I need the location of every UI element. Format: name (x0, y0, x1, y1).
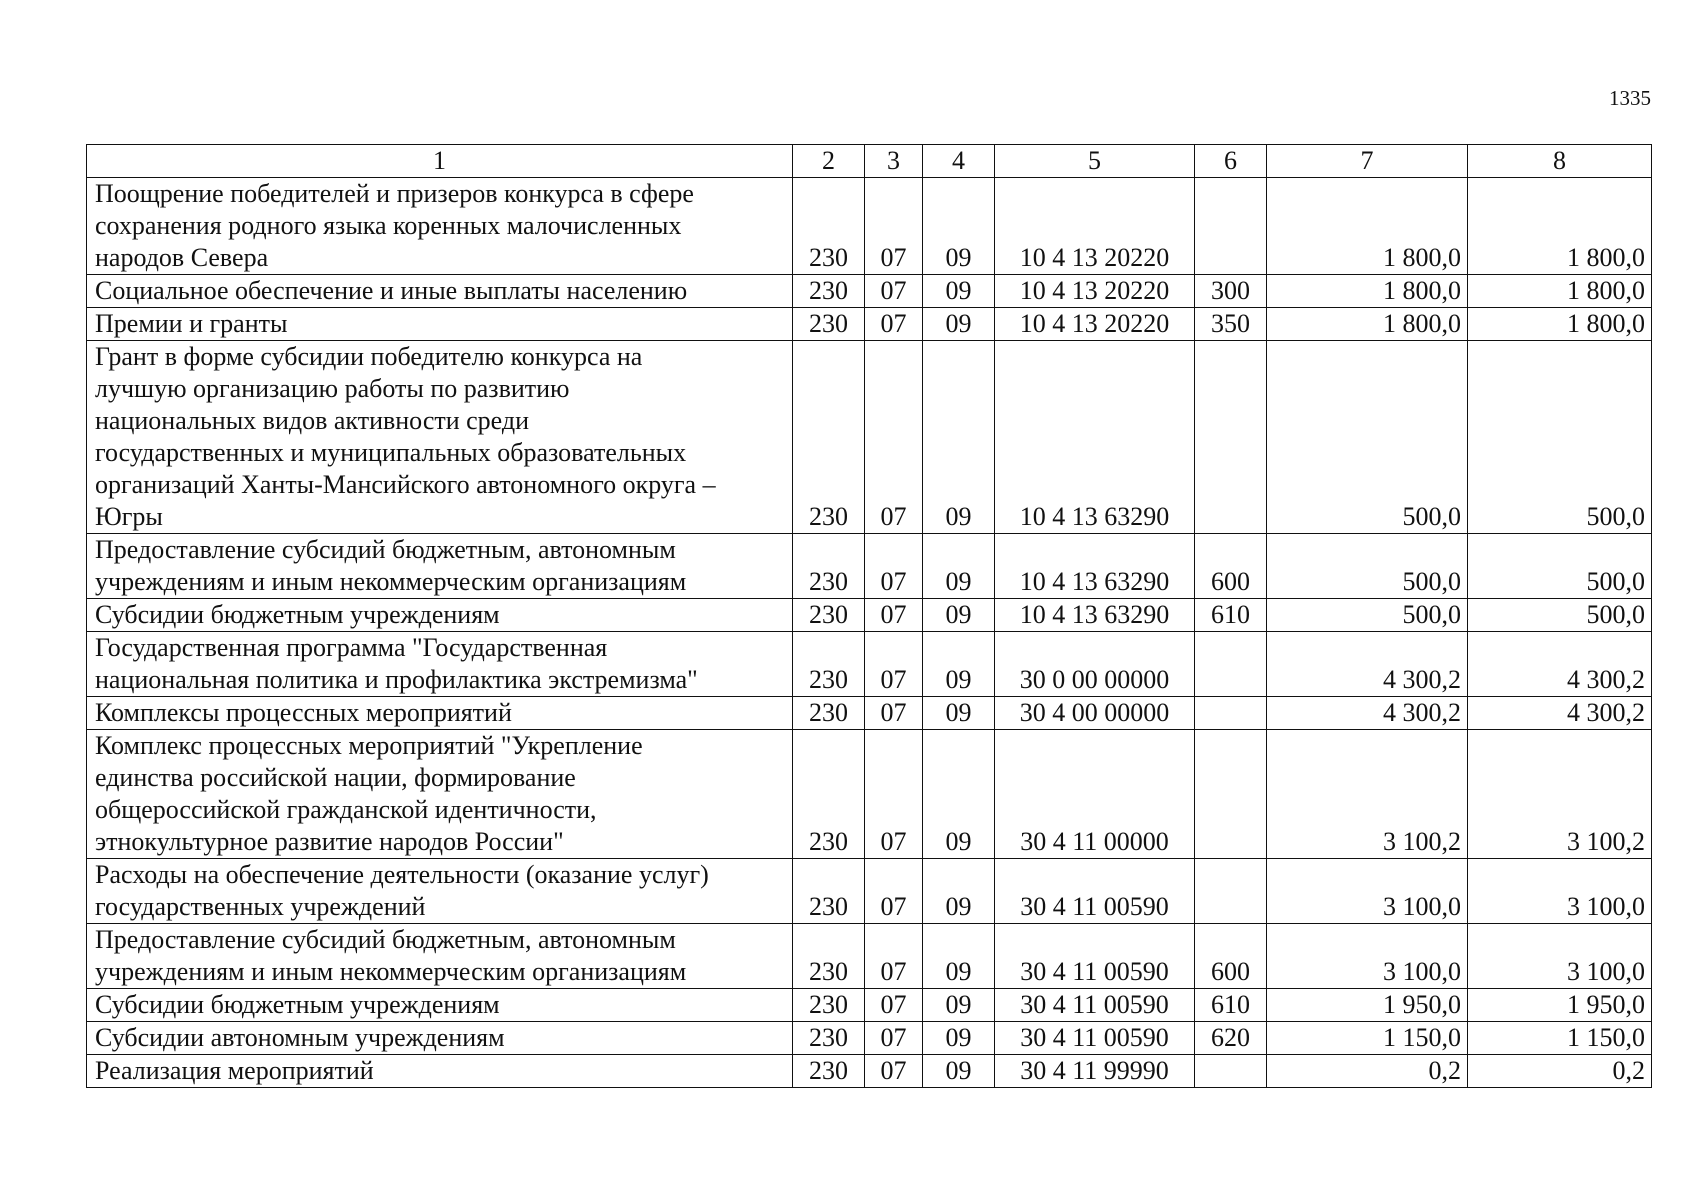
table-header (87, 145, 1652, 178)
section-code-cell: 07 (865, 924, 923, 989)
amount-col7-cell: 1 950,0 (1267, 989, 1468, 1022)
row-name-cell (87, 178, 793, 275)
expense-type-cell (1195, 859, 1267, 924)
amount-col8-cell: 500,0 (1468, 534, 1652, 599)
page-number: 1335 (1609, 86, 1651, 110)
ministry-code-cell: 230 (793, 308, 865, 341)
section-code-cell: 07 (865, 534, 923, 599)
amount-col8-cell: 500,0 (1468, 599, 1652, 632)
subsection-code-cell: 09 (923, 178, 995, 275)
ministry-code-cell: 230 (793, 859, 865, 924)
row-name-cell (87, 632, 793, 697)
row-name-line: Грант в форме субсидии победителю конкурса на (95, 342, 643, 371)
table-row (87, 730, 1652, 859)
ministry-code-cell: 230 (793, 924, 865, 989)
target-article-cell: 10 4 13 63290 (995, 341, 1195, 534)
row-name-line: государственных учреждений (95, 892, 426, 921)
section-code-cell: 07 (865, 308, 923, 341)
ministry-code-cell: 230 (793, 730, 865, 859)
subsection-code-cell: 09 (923, 697, 995, 730)
row-name-line: Социальное обеспечение и иные выплаты населению (95, 276, 688, 305)
subsection-code-cell: 09 (923, 275, 995, 308)
section-code-cell: 07 (865, 341, 923, 534)
table-row (87, 308, 1652, 341)
target-article-cell: 30 0 00 00000 (995, 632, 1195, 697)
amount-col8-cell: 1 800,0 (1468, 178, 1652, 275)
expense-type-cell: 300 (1195, 275, 1267, 308)
table-body (87, 178, 1652, 1088)
row-name-line: Субсидии бюджетным учреждениям (95, 600, 500, 629)
amount-col8-cell: 1 800,0 (1468, 308, 1652, 341)
ministry-code-cell: 230 (793, 534, 865, 599)
target-article-cell: 10 4 13 20220 (995, 275, 1195, 308)
table-row (87, 859, 1652, 924)
header-col-6: 6 (1195, 145, 1267, 178)
row-name-line: Поощрение победителей и призеров конкурса в сфере (95, 179, 694, 208)
subsection-code-cell: 09 (923, 924, 995, 989)
table-row (87, 534, 1652, 599)
expense-type-cell: 620 (1195, 1022, 1267, 1055)
header-col-5: 5 (995, 145, 1195, 178)
amount-col7-cell: 500,0 (1267, 341, 1468, 534)
row-name-line: Комплекс процессных мероприятий "Укрепление (95, 731, 643, 760)
expense-type-cell: 600 (1195, 924, 1267, 989)
subsection-code-cell: 09 (923, 341, 995, 534)
row-name-line: Предоставление субсидий бюджетным, автономным (95, 925, 676, 954)
row-name-line: Субсидии бюджетным учреждениям (95, 990, 500, 1019)
row-name-line: учреждениям и иным некоммерческим организациям (95, 957, 687, 986)
table-row (87, 632, 1652, 697)
ministry-code-cell: 230 (793, 989, 865, 1022)
row-name-cell (87, 730, 793, 859)
ministry-code-cell: 230 (793, 178, 865, 275)
ministry-code-cell: 230 (793, 599, 865, 632)
amount-col7-cell: 3 100,0 (1267, 924, 1468, 989)
target-article-cell: 30 4 11 00000 (995, 730, 1195, 859)
table-row (87, 989, 1652, 1022)
expense-type-cell (1195, 632, 1267, 697)
header-row (87, 145, 1652, 178)
amount-col7-cell: 500,0 (1267, 599, 1468, 632)
ministry-code-cell: 230 (793, 632, 865, 697)
subsection-code-cell: 09 (923, 534, 995, 599)
table-row (87, 341, 1652, 534)
subsection-code-cell: 09 (923, 632, 995, 697)
row-name-cell (87, 534, 793, 599)
subsection-code-cell: 09 (923, 1022, 995, 1055)
target-article-cell: 30 4 11 99990 (995, 1055, 1195, 1088)
row-name-line: Премии и гранты (95, 309, 288, 338)
amount-col8-cell: 3 100,0 (1468, 859, 1652, 924)
expense-type-cell: 610 (1195, 989, 1267, 1022)
header-col-1: 1 (87, 145, 793, 178)
expense-type-cell (1195, 697, 1267, 730)
expense-type-cell: 600 (1195, 534, 1267, 599)
header-col-4: 4 (923, 145, 995, 178)
section-code-cell: 07 (865, 697, 923, 730)
header-col-3: 3 (865, 145, 923, 178)
row-name-line: национальная политика и профилактика экстремизма" (95, 665, 698, 694)
amount-col7-cell: 4 300,2 (1267, 697, 1468, 730)
target-article-cell: 30 4 11 00590 (995, 989, 1195, 1022)
row-name-line: Реализация мероприятий (95, 1056, 374, 1085)
row-name-cell (87, 1055, 793, 1088)
amount-col7-cell: 3 100,2 (1267, 730, 1468, 859)
amount-col7-cell: 3 100,0 (1267, 859, 1468, 924)
amount-col7-cell: 1 800,0 (1267, 308, 1468, 341)
expense-type-cell (1195, 1055, 1267, 1088)
target-article-cell: 10 4 13 20220 (995, 308, 1195, 341)
target-article-cell: 10 4 13 63290 (995, 599, 1195, 632)
table-row (87, 599, 1652, 632)
row-name-line: лучшую организацию работы по развитию (95, 374, 570, 403)
subsection-code-cell: 09 (923, 599, 995, 632)
row-name-cell (87, 275, 793, 308)
section-code-cell: 07 (865, 178, 923, 275)
target-article-cell: 30 4 11 00590 (995, 924, 1195, 989)
subsection-code-cell: 09 (923, 730, 995, 859)
amount-col8-cell: 500,0 (1468, 341, 1652, 534)
expense-type-cell (1195, 730, 1267, 859)
table-row (87, 697, 1652, 730)
expense-type-cell (1195, 178, 1267, 275)
row-name-line: организаций Ханты-Мансийского автономного округа – (95, 470, 716, 499)
target-article-cell: 10 4 13 63290 (995, 534, 1195, 599)
section-code-cell: 07 (865, 1055, 923, 1088)
table-row (87, 178, 1652, 275)
amount-col8-cell: 4 300,2 (1468, 632, 1652, 697)
row-name-cell (87, 924, 793, 989)
row-name-line: народов Севера (95, 243, 269, 272)
row-name-cell (87, 308, 793, 341)
section-code-cell: 07 (865, 599, 923, 632)
row-name-line: сохранения родного языка коренных малочисленных (95, 211, 682, 240)
target-article-cell: 10 4 13 20220 (995, 178, 1195, 275)
ministry-code-cell: 230 (793, 697, 865, 730)
amount-col8-cell: 3 100,0 (1468, 924, 1652, 989)
row-name-line: общероссийской гражданской идентичности, (95, 795, 597, 824)
table-row (87, 1022, 1652, 1055)
section-code-cell: 07 (865, 1022, 923, 1055)
target-article-cell: 30 4 11 00590 (995, 1022, 1195, 1055)
amount-col8-cell: 3 100,2 (1468, 730, 1652, 859)
header-col-7: 7 (1267, 145, 1468, 178)
row-name-line: Государственная программа "Государственная (95, 633, 608, 662)
row-name-line: Расходы на обеспечение деятельности (оказание услуг) (95, 860, 709, 889)
amount-col7-cell: 4 300,2 (1267, 632, 1468, 697)
amount-col8-cell: 4 300,2 (1468, 697, 1652, 730)
row-name-line: государственных и муниципальных образовательных (95, 438, 687, 467)
ministry-code-cell: 230 (793, 275, 865, 308)
row-name-line: Комплексы процессных мероприятий (95, 698, 512, 727)
row-name-line: Предоставление субсидий бюджетным, автономным (95, 535, 676, 564)
section-code-cell: 07 (865, 632, 923, 697)
header-col-8: 8 (1468, 145, 1652, 178)
amount-col7-cell: 1 150,0 (1267, 1022, 1468, 1055)
ministry-code-cell: 230 (793, 1022, 865, 1055)
target-article-cell: 30 4 00 00000 (995, 697, 1195, 730)
section-code-cell: 07 (865, 989, 923, 1022)
row-name-line: национальных видов активности среди (95, 406, 530, 435)
target-article-cell: 30 4 11 00590 (995, 859, 1195, 924)
amount-col8-cell: 1 800,0 (1468, 275, 1652, 308)
amount-col8-cell: 0,2 (1468, 1055, 1652, 1088)
amount-col8-cell: 1 950,0 (1468, 989, 1652, 1022)
subsection-code-cell: 09 (923, 989, 995, 1022)
subsection-code-cell: 09 (923, 308, 995, 341)
amount-col8-cell: 1 150,0 (1468, 1022, 1652, 1055)
row-name-cell (87, 1022, 793, 1055)
amount-col7-cell: 0,2 (1267, 1055, 1468, 1088)
row-name-line: этнокультурное развитие народов России" (95, 827, 564, 856)
section-code-cell: 07 (865, 275, 923, 308)
subsection-code-cell: 09 (923, 859, 995, 924)
amount-col7-cell: 500,0 (1267, 534, 1468, 599)
header-col-2: 2 (793, 145, 865, 178)
table-row (87, 1055, 1652, 1088)
row-name-cell (87, 697, 793, 730)
row-name-cell (87, 341, 793, 534)
row-name-line: Югры (95, 502, 163, 531)
ministry-code-cell: 230 (793, 341, 865, 534)
expense-type-cell: 350 (1195, 308, 1267, 341)
row-name-line: Субсидии автономным учреждениям (95, 1023, 505, 1052)
table-row (87, 924, 1652, 989)
section-code-cell: 07 (865, 859, 923, 924)
row-name-cell (87, 859, 793, 924)
row-name-line: учреждениям и иным некоммерческим организациям (95, 567, 687, 596)
table-row (87, 275, 1652, 308)
row-name-line: единства российской нации, формирование (95, 763, 576, 792)
row-name-cell (87, 599, 793, 632)
expense-type-cell: 610 (1195, 599, 1267, 632)
ministry-code-cell: 230 (793, 1055, 865, 1088)
budget-table (86, 144, 1652, 1088)
amount-col7-cell: 1 800,0 (1267, 275, 1468, 308)
section-code-cell: 07 (865, 730, 923, 859)
subsection-code-cell: 09 (923, 1055, 995, 1088)
row-name-cell (87, 989, 793, 1022)
expense-type-cell (1195, 341, 1267, 534)
amount-col7-cell: 1 800,0 (1267, 178, 1468, 275)
